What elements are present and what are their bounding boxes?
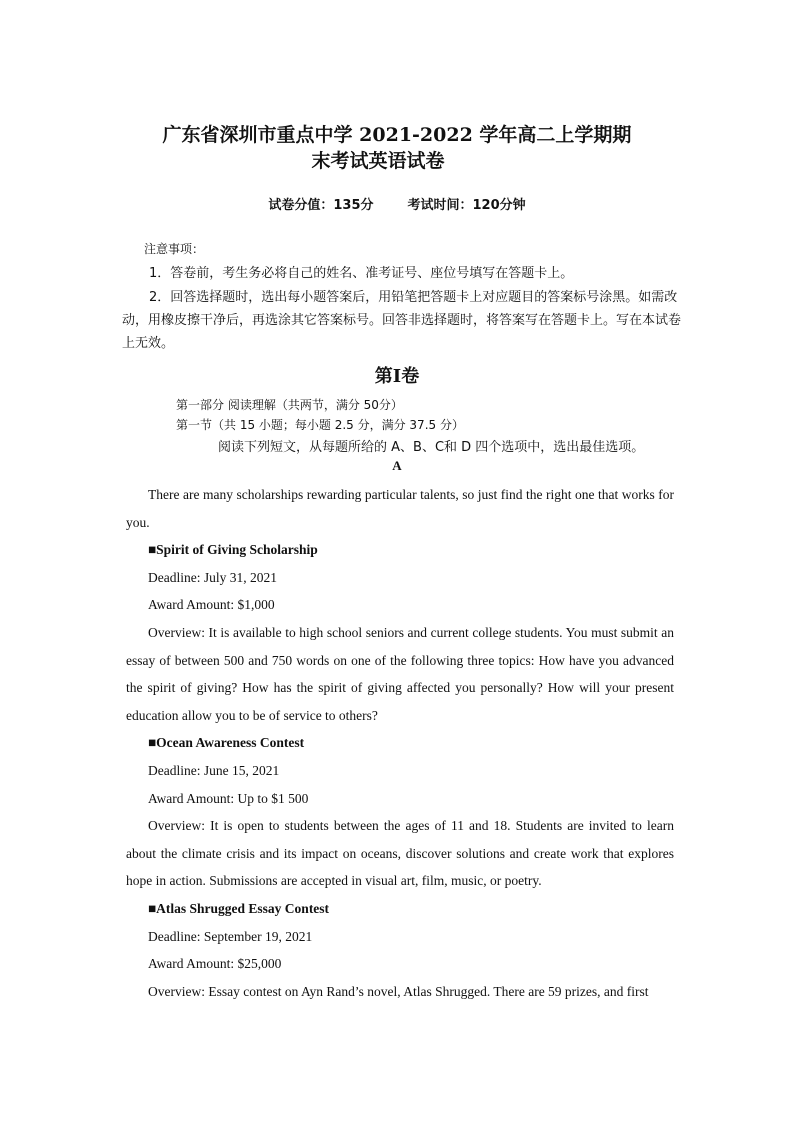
scholarship-award: Award Amount: Up to $1 500 — [148, 790, 309, 806]
section-one-heading: 第一节（共 15 小题；每小题 2.5 分，满分 37.5 分） — [176, 418, 464, 432]
scholarship-deadline: Deadline: July 31, 2021 — [148, 569, 277, 585]
volume-title: 第Ⅰ卷 — [374, 366, 420, 387]
scholarship-deadline: Deadline: June 15, 2021 — [148, 762, 280, 778]
scholarship-overview: Overview: It is available to high school seniors and current college students. You must submit an essay of between 500 and 750 words on one of the following three topics: How have you advanced the spirit of giving? How has the spirit of giving affected you personally? How will your present education allow you to be of service to others? — [126, 624, 674, 723]
scholarship-name: ■Ocean Awareness Contest — [148, 735, 305, 751]
scholarship-award: Award Amount: $1,000 — [148, 597, 275, 613]
passage-label: A — [392, 458, 402, 473]
scholarship-deadline: Deadline: September 19, 2021 — [148, 928, 313, 944]
score-label: 试卷分值：135分 — [268, 198, 374, 213]
exam-meta — [0, 194, 794, 213]
part-one-heading: 第一部分 阅读理解（共两节，满分 50分） — [176, 398, 403, 412]
scholarship-name: ■Spirit of Giving Scholarship — [148, 542, 318, 558]
passage-intro: There are many scholarships rewarding particular talents, so just find the right one that works for you. — [126, 487, 674, 530]
time-label: 考试时间：120分钟 — [407, 198, 526, 213]
scholarship-overview: Overview: It is open to students between the ages of 11 and 18. Students are invited to learn about the climate crisis and its impact on oceans, discover solutions and create work that explores hope in action. Submissions are accepted in visual art, film, music, or poetry. — [126, 818, 674, 889]
scholarship-award: Award Amount: $25,000 — [148, 956, 282, 972]
passage-body — [126, 481, 674, 1005]
exam-title-line2: 末考试英语试卷 — [311, 150, 445, 172]
scholarship-overview: Overview: Essay contest on Ayn Rand’s novel, Atlas Shrugged. There are 59 prizes, and first — [148, 983, 649, 999]
notice-heading: 注意事项： — [144, 242, 205, 256]
scholarship-name: ■Atlas Shrugged Essay Contest — [148, 900, 330, 916]
notice-item-1: 1．答卷前，考生务必将自己的姓名、准考证号、座位号填写在答题卡上。 — [149, 266, 574, 281]
exam-title-line1: 广东省深圳市重点中学 2021-2022 学年高二上学期期 — [162, 124, 632, 146]
notice-item-2: 2．回答选择题时，选出每小题答案后，用铅笔把答题卡上对应题目的答案标号涂黑。如需改动，用橡皮擦干净后，再选涂其它答案标号。回答非选择题时，将答案写在答题卡上。写在本试卷上无效。 — [122, 290, 682, 351]
instruction-text: 阅读下列短文，从每题所给的 A、B、C和 D 四个选项中，选出最佳选项。 — [218, 440, 645, 455]
